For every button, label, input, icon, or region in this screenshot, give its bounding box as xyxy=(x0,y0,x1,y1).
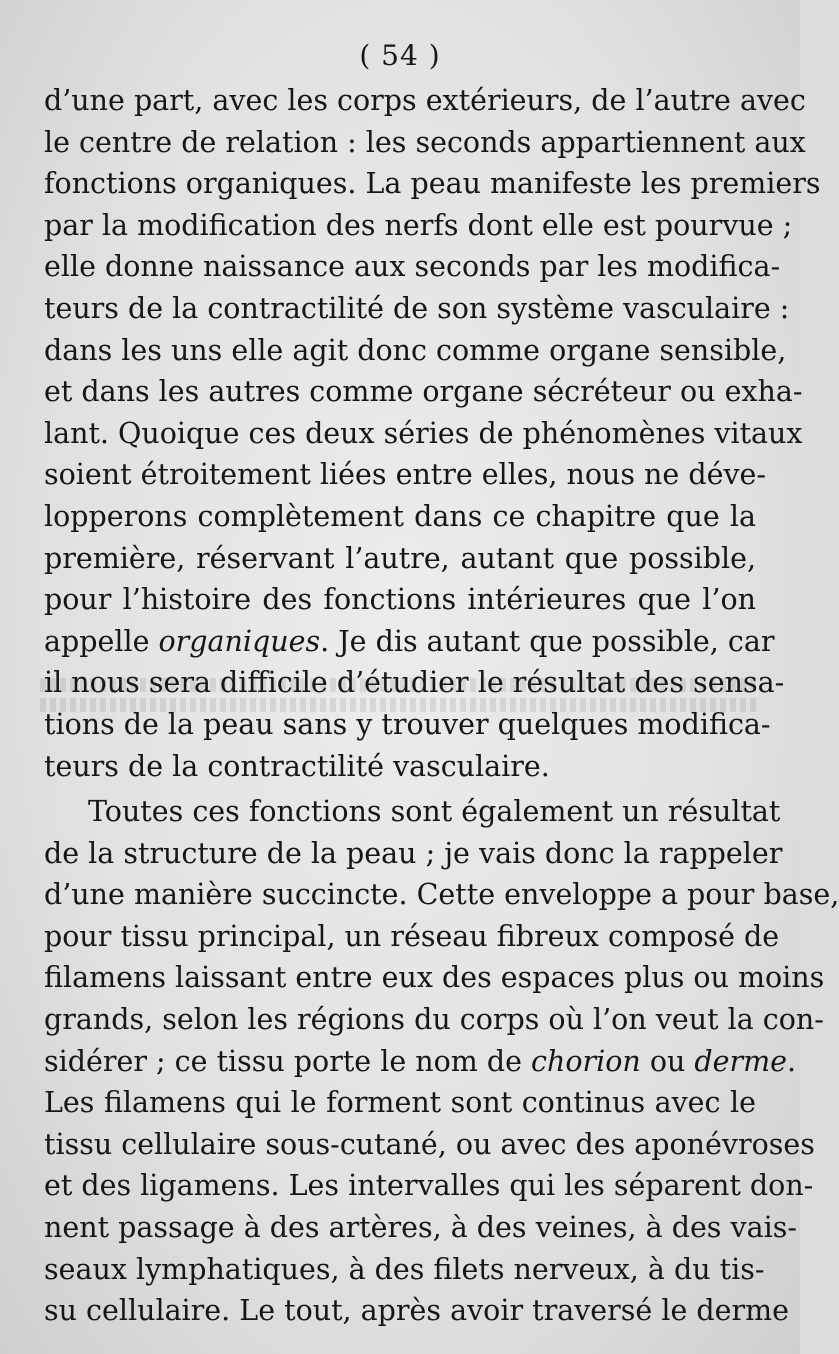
text-run: . Je dis autant que possible, car xyxy=(320,624,775,658)
text-line: fonctions organiques. La peau manifeste les premiers xyxy=(44,167,821,201)
text-run: ou xyxy=(640,1044,695,1078)
text-line: et dans les autres comme organe sécréteur ou exha- xyxy=(44,375,803,409)
text-run: . xyxy=(787,1044,797,1078)
text-line: dans les uns elle agit donc comme organe sensible, xyxy=(44,333,787,367)
text-line: d’une manière succincte. Cette enveloppe a pour base, xyxy=(44,878,839,912)
text-line: Les filamens qui le forment sont continus avec le xyxy=(44,1086,756,1120)
text-line xyxy=(44,621,775,663)
text-line: d’une part, avec les corps extérieurs, de l’autre avec xyxy=(44,84,806,117)
text-run: appelle xyxy=(44,624,159,658)
paragraph xyxy=(44,791,839,1332)
text-run: sidérer ; ce tissu porte le nom de xyxy=(44,1044,532,1078)
text-line xyxy=(44,1041,797,1083)
italic-term: chorion xyxy=(531,1044,641,1078)
text-line: tions de la peau sans y trouver quelques modifica- xyxy=(44,707,771,741)
text-line: lant. Quoique ces deux séries de phénomènes vitaux xyxy=(44,416,803,450)
page-number: ( 54 ) xyxy=(359,39,441,72)
italic-term: derme xyxy=(694,1044,788,1078)
text-line: le centre de relation : les seconds appartiennent aux xyxy=(44,125,806,159)
text-line: par la modification des nerfs dont elle est pourvue ; xyxy=(44,208,793,242)
text-line: su cellulaire. Le tout, après avoir traversé le derme xyxy=(44,1294,790,1328)
paragraph-continued xyxy=(44,80,821,787)
body-text xyxy=(44,80,839,1332)
text-line: pour l’histoire des fonctions intérieures que l’on xyxy=(44,583,756,617)
text-line: seaux lymphatiques, à des filets nerveux, à du tis- xyxy=(44,1252,765,1286)
text-line: première, réservant l’autre, autant que possible, xyxy=(44,541,756,575)
text-line: soient étroitement liées entre elles, nous ne déve- xyxy=(44,458,767,492)
text-line: tissu cellulaire sous-cutané, ou avec des aponévroses xyxy=(44,1127,815,1161)
text-line: il nous sera difficile d’étudier le résultat des sensa- xyxy=(44,666,785,700)
italic-term: organiques xyxy=(158,624,321,658)
text-line: teurs de la contractilité vasculaire. xyxy=(44,749,550,783)
text-line: lopperons complètement dans ce chapitre que la xyxy=(44,499,756,533)
text-line: de la structure de la peau ; je vais donc la rappeler xyxy=(44,836,783,870)
text-line: nent passage à des artères, à des veines, à des vais- xyxy=(44,1211,797,1245)
text-line: pour tissu principal, un réseau fibreux composé de xyxy=(44,919,780,953)
text-line: teurs de la contractilité de son système vasculaire : xyxy=(44,291,790,325)
text-line: et des ligamens. Les intervalles qui les séparent don- xyxy=(44,1169,814,1203)
text-line: filamens laissant entre eux des espaces plus ou moins xyxy=(44,961,825,995)
text-line: Toutes ces fonctions sont également un résultat xyxy=(88,795,781,829)
text-line: elle donne naissance aux seconds par les modifica- xyxy=(44,250,781,284)
text-line: grands, selon les régions du corps où l’on veut la con- xyxy=(44,1003,824,1037)
